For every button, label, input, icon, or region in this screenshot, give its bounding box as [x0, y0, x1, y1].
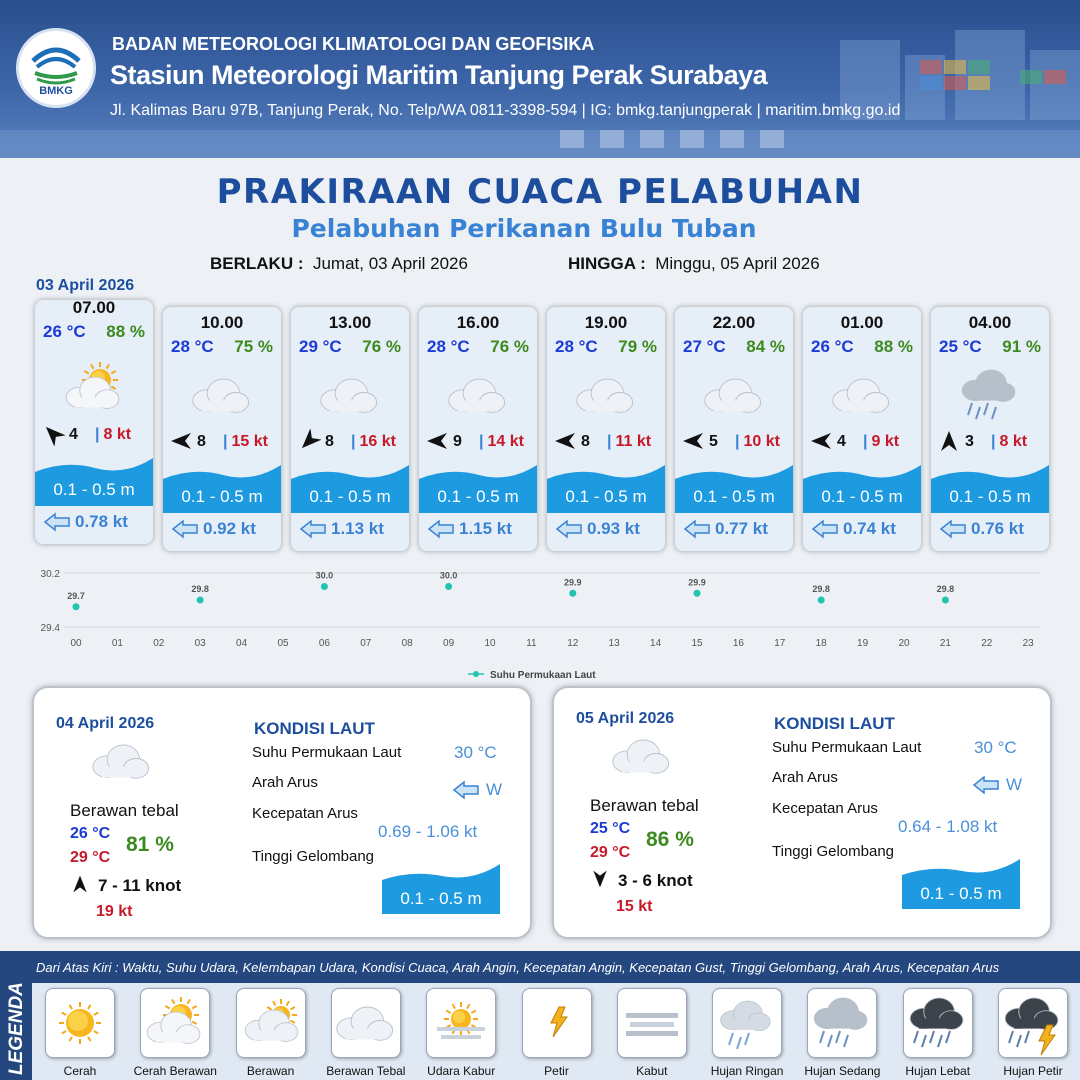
current-speed-label: Kecepatan Arus — [772, 800, 878, 817]
gust-speed: | 11 kt — [607, 433, 652, 450]
current-direction-value: W — [486, 780, 503, 799]
x-tick-label: 00 — [70, 638, 82, 649]
humidity: 76 % — [490, 337, 529, 356]
gust-speed: | 8 kt — [991, 433, 1028, 450]
legend-hujan-ringan-icon — [712, 988, 782, 1058]
wind-speed: 3 - 6 knot — [618, 871, 693, 890]
gust-value: 8 kt — [999, 433, 1028, 450]
x-tick-label: 15 — [691, 638, 703, 649]
sst-point — [569, 590, 576, 597]
valid-to — [568, 254, 820, 274]
x-tick-label: 13 — [608, 638, 620, 649]
sst-data-label: 29.7 — [67, 590, 85, 601]
x-tick-label: 10 — [484, 638, 496, 649]
wind-speed: 4 — [837, 433, 846, 450]
x-tick-label: 18 — [815, 638, 827, 649]
gust-speed: | 8 kt — [95, 426, 132, 443]
legend-hujan-sedang-icon — [807, 988, 877, 1058]
valid-to-value: Minggu, 05 April 2026 — [655, 254, 820, 273]
panel-date: 04 April 2026 — [56, 715, 155, 732]
legend-label: Berawan — [246, 1064, 295, 1078]
berawan-tebal-icon — [697, 365, 771, 425]
sst-point — [321, 583, 328, 590]
wind-speed: 7 - 11 knot — [98, 876, 182, 895]
current-direction-label: Arah Arus — [252, 774, 318, 791]
sst-point — [73, 603, 80, 610]
x-tick-label: 08 — [401, 638, 413, 649]
gust-speed: 15 kt — [616, 898, 653, 915]
humidity: 88 % — [874, 337, 913, 356]
sst-value: 30 °C — [974, 738, 1017, 757]
forecast-card — [35, 300, 153, 544]
wave-height-label: Tinggi Gelombang — [772, 843, 895, 860]
legend-hujan-lebat-icon — [903, 988, 973, 1058]
gust-value: 15 kt — [231, 433, 268, 450]
air-temperature: 28 °C — [171, 337, 214, 356]
wind-direction-arrow-icon — [41, 422, 65, 446]
day1-date: 03 April 2026 — [36, 277, 135, 294]
x-tick-label: 07 — [360, 638, 372, 649]
wind-speed: 3 — [965, 433, 974, 450]
berawan-tebal-icon — [313, 365, 387, 425]
legend-label: Hujan Lebat — [905, 1064, 971, 1078]
legend-label: Hujan Ringan — [710, 1064, 784, 1078]
x-tick-label: 17 — [774, 638, 786, 649]
forecast-time: 04.00 — [968, 313, 1012, 332]
forecast-card — [419, 307, 537, 551]
berawan-tebal-icon — [90, 736, 154, 791]
current-direction-label: Arah Arus — [772, 769, 838, 786]
sst-data-label: 29.8 — [191, 584, 209, 594]
forecast-card — [547, 307, 665, 551]
y-tick-label: 29.4 — [40, 623, 60, 634]
forecast-card — [675, 307, 793, 551]
condition-label: Berawan tebal — [590, 796, 699, 815]
wind-speed: 4 — [69, 426, 78, 443]
condition-label: Berawan tebal — [70, 801, 179, 820]
wave-height: 0.1 - 0.5 m — [565, 487, 647, 506]
legend-label: Cerah Berawan — [133, 1064, 217, 1078]
wave-height: 0.1 - 0.5 m — [920, 884, 1002, 903]
x-tick-label: 22 — [981, 638, 993, 649]
legend-title-text: LEGENDA — [6, 982, 27, 1075]
legend-note: Dari Atas Kiri : Waktu, Suhu Udara, Kelembapan Udara, Kondisi Cuaca, Arah Angin, Kecepatan Angin, Kecepatan Gust, Tinggi Gelombang, Arah Arus, Kecepatan Arus — [36, 960, 1000, 975]
wave-height: 0.1 - 0.5 m — [437, 487, 519, 506]
legend-udara-kabur-icon — [426, 988, 496, 1058]
legend-berawan-icon — [236, 988, 306, 1058]
berawan-tebal-icon — [185, 365, 259, 425]
hujan-sedang-icon — [953, 365, 1027, 425]
sst-point — [445, 583, 452, 590]
bmkg-logo — [16, 28, 96, 108]
x-tick-label: 19 — [857, 638, 869, 649]
kondisi-laut-heading: KONDISI LAUT — [254, 719, 375, 738]
legend-petir-icon — [522, 988, 592, 1058]
wind-direction-arrow-icon — [425, 429, 449, 453]
gust-speed: | 9 kt — [863, 433, 900, 450]
wind-direction-arrow-icon — [70, 874, 90, 899]
wind-direction-arrow-icon — [681, 429, 705, 453]
current-direction-arrow-icon — [452, 780, 480, 805]
current-direction-value: W — [1006, 775, 1023, 794]
legend-label: Kabut — [636, 1064, 668, 1078]
humidity: 76 % — [362, 337, 401, 356]
forecast-time: 13.00 — [328, 313, 372, 332]
gust-speed: 19 kt — [96, 903, 133, 920]
gust-value: 14 kt — [487, 433, 524, 450]
wind-direction-arrow-icon — [553, 429, 577, 453]
forecast-time: 01.00 — [840, 313, 884, 332]
x-tick-label: 20 — [898, 638, 910, 649]
sst-data-label: 29.9 — [688, 577, 706, 588]
humidity: 75 % — [234, 337, 273, 356]
legend-series-name: Suhu Permukaan Laut — [490, 670, 596, 681]
x-tick-label: 02 — [153, 638, 165, 649]
wave-height: 0.1 - 0.5 m — [53, 480, 135, 499]
current-speed: 0.78 kt — [75, 512, 128, 531]
x-tick-label: 03 — [194, 638, 206, 649]
valid-from-label: BERLAKU : — [210, 254, 304, 273]
gust-speed: | 16 kt — [351, 433, 396, 450]
wind-speed: 9 — [453, 433, 462, 450]
wind-speed: 8 — [325, 433, 334, 450]
gust-speed: | 10 kt — [735, 433, 780, 450]
current-speed-label: Kecepatan Arus — [252, 805, 358, 822]
wind-direction-arrow-icon — [937, 429, 961, 453]
temp-max: 29 °C — [70, 849, 111, 866]
humidity: 81 % — [126, 833, 174, 856]
temp-max: 29 °C — [590, 844, 631, 861]
current-direction-arrow-icon — [811, 519, 839, 539]
legend-label: Hujan Sedang — [804, 1064, 881, 1078]
current-speed: 1.15 kt — [459, 519, 512, 538]
gust-value: 16 kt — [359, 433, 396, 450]
valid-from — [210, 254, 468, 274]
forecast-card — [803, 307, 921, 551]
current-speed-value: 0.69 - 1.06 kt — [378, 822, 478, 841]
sst-label: Suhu Permukaan Laut — [252, 744, 402, 761]
legend-label: Berawan Tebal — [326, 1064, 406, 1078]
berawan-tebal-icon — [825, 365, 899, 425]
x-tick-label: 04 — [236, 638, 248, 649]
sst-data-label: 29.8 — [936, 584, 955, 594]
air-temperature: 29 °C — [299, 337, 342, 356]
wind-speed: 8 — [581, 433, 590, 450]
sst-value: 30 °C — [454, 743, 497, 762]
legend-cerah-berawan-icon — [140, 988, 210, 1058]
current-speed: 0.92 kt — [203, 519, 256, 538]
agency-name: BADAN METEOROLOGI KLIMATOLOGI DAN GEOFISIKA — [112, 34, 595, 54]
current-speed: 0.77 kt — [715, 519, 768, 538]
sst-data-label: 30.0 — [439, 570, 458, 581]
valid-to-label: HINGGA : — [568, 254, 646, 273]
humidity: 91 % — [1002, 337, 1041, 356]
page-title: PRAKIRAAN CUACA PELABUHAN — [216, 172, 864, 212]
sst-point — [694, 590, 701, 597]
sst-data-label: 30.0 — [315, 570, 334, 581]
current-direction-arrow-icon — [299, 519, 327, 539]
legend-label: Petir — [544, 1064, 569, 1078]
sst-data-label: 29.8 — [812, 584, 830, 594]
legend-label: Cerah — [63, 1064, 97, 1078]
wind-direction-arrow-icon — [169, 429, 193, 453]
valid-from-value: Jumat, 03 April 2026 — [312, 254, 468, 273]
air-temperature: 25 °C — [939, 337, 982, 356]
legend-kabut-icon — [617, 988, 687, 1058]
air-temperature: 28 °C — [427, 337, 470, 356]
berawan-tebal-icon — [610, 731, 674, 786]
wind-direction-arrow-icon — [590, 869, 610, 894]
legend-marker — [473, 671, 479, 677]
sst-point — [818, 597, 825, 604]
legend-hujan-petir-icon — [998, 988, 1068, 1058]
current-direction-arrow-icon — [43, 512, 71, 532]
legend-label: Hujan Petir — [1003, 1064, 1063, 1078]
panel-date: 05 April 2026 — [576, 710, 675, 727]
x-tick-label: 16 — [732, 638, 744, 649]
wind-speed: 8 — [197, 433, 206, 450]
current-speed-value: 0.64 - 1.08 kt — [898, 817, 998, 836]
air-temperature: 28 °C — [555, 337, 598, 356]
temp-min: 25 °C — [590, 820, 631, 837]
forecast-time: 16.00 — [456, 313, 500, 332]
wave-height: 0.1 - 0.5 m — [181, 487, 263, 506]
forecast-time: 07.00 — [72, 300, 116, 317]
gust-value: 9 kt — [871, 433, 900, 450]
legend-berawan-tebal-icon — [331, 988, 401, 1058]
forecast-card — [291, 307, 409, 551]
forecast-card — [931, 307, 1049, 551]
station-contact: Jl. Kalimas Baru 97B, Tanjung Perak, No. Telp/WA 0811-3398-594 | IG: bmkg.tanjungperak | maritim.bmkg.go.id — [110, 102, 901, 119]
forecast-time: 10.00 — [200, 313, 244, 332]
forecast-time: 22.00 — [712, 313, 756, 332]
legend-cerah-icon — [45, 988, 115, 1058]
sst-data-label: 29.9 — [564, 577, 582, 588]
kondisi-laut-heading: KONDISI LAUT — [774, 714, 895, 733]
gust-speed: | 15 kt — [223, 433, 268, 450]
sst-point — [197, 597, 204, 604]
gust-value: 8 kt — [103, 426, 132, 443]
y-tick-label: 30.2 — [40, 569, 60, 580]
wave-height: 0.1 - 0.5 m — [821, 487, 903, 506]
current-direction-arrow-icon — [683, 519, 711, 539]
current-direction-arrow-icon — [972, 775, 1000, 800]
current-direction-arrow-icon — [939, 519, 967, 539]
x-tick-label: 05 — [277, 638, 289, 649]
berawan-tebal-icon — [441, 365, 515, 425]
humidity: 88 % — [106, 322, 145, 341]
wind-speed: 5 — [709, 433, 718, 450]
legend-title — [0, 951, 32, 1080]
gust-value: 11 kt — [615, 433, 652, 450]
air-temperature: 26 °C — [811, 337, 854, 356]
current-speed: 1.13 kt — [331, 519, 384, 538]
humidity: 86 % — [646, 828, 694, 851]
x-tick-label: 06 — [318, 638, 330, 649]
sst-chart — [0, 560, 1080, 685]
x-tick-label: 23 — [1022, 638, 1034, 649]
wind-direction-arrow-icon — [297, 429, 321, 453]
logo-text: BMKG — [39, 85, 73, 97]
x-tick-label: 12 — [567, 638, 579, 649]
gust-speed: | 14 kt — [479, 433, 524, 450]
legend-label: Udara Kabur — [427, 1064, 496, 1078]
wave-height: 0.1 - 0.5 m — [949, 487, 1031, 506]
station-name: Stasiun Meteorologi Maritim Tanjung Perak Surabaya — [110, 60, 768, 90]
gust-value: 10 kt — [743, 433, 780, 450]
current-speed: 0.93 kt — [587, 519, 640, 538]
current-direction-arrow-icon — [555, 519, 583, 539]
wave-height: 0.1 - 0.5 m — [693, 487, 775, 506]
temp-min: 26 °C — [70, 825, 111, 842]
forecast-time: 19.00 — [584, 313, 628, 332]
x-tick-label: 09 — [443, 638, 455, 649]
wave-height: 0.1 - 0.5 m — [309, 487, 391, 506]
forecast-card — [163, 307, 281, 551]
humidity: 84 % — [746, 337, 785, 356]
sst-label: Suhu Permukaan Laut — [772, 739, 922, 756]
x-tick-label: 21 — [939, 638, 951, 649]
humidity: 79 % — [618, 337, 657, 356]
x-tick-label: 01 — [111, 638, 123, 649]
wave-height: 0.1 - 0.5 m — [400, 889, 482, 908]
x-tick-label: 14 — [650, 638, 662, 649]
x-tick-label: 11 — [526, 638, 537, 649]
cerah-berawan-icon — [57, 358, 131, 418]
wave-height-label: Tinggi Gelombang — [252, 848, 375, 865]
air-temperature: 27 °C — [683, 337, 726, 356]
current-speed: 0.74 kt — [843, 519, 896, 538]
page-subtitle: Pelabuhan Perikanan Bulu Tuban — [291, 214, 757, 243]
berawan-tebal-icon — [569, 365, 643, 425]
wind-direction-arrow-icon — [809, 429, 833, 453]
current-direction-arrow-icon — [171, 519, 199, 539]
current-direction-arrow-icon — [427, 519, 455, 539]
air-temperature: 26 °C — [43, 322, 86, 341]
sst-point — [942, 597, 949, 604]
current-speed: 0.76 kt — [971, 519, 1024, 538]
